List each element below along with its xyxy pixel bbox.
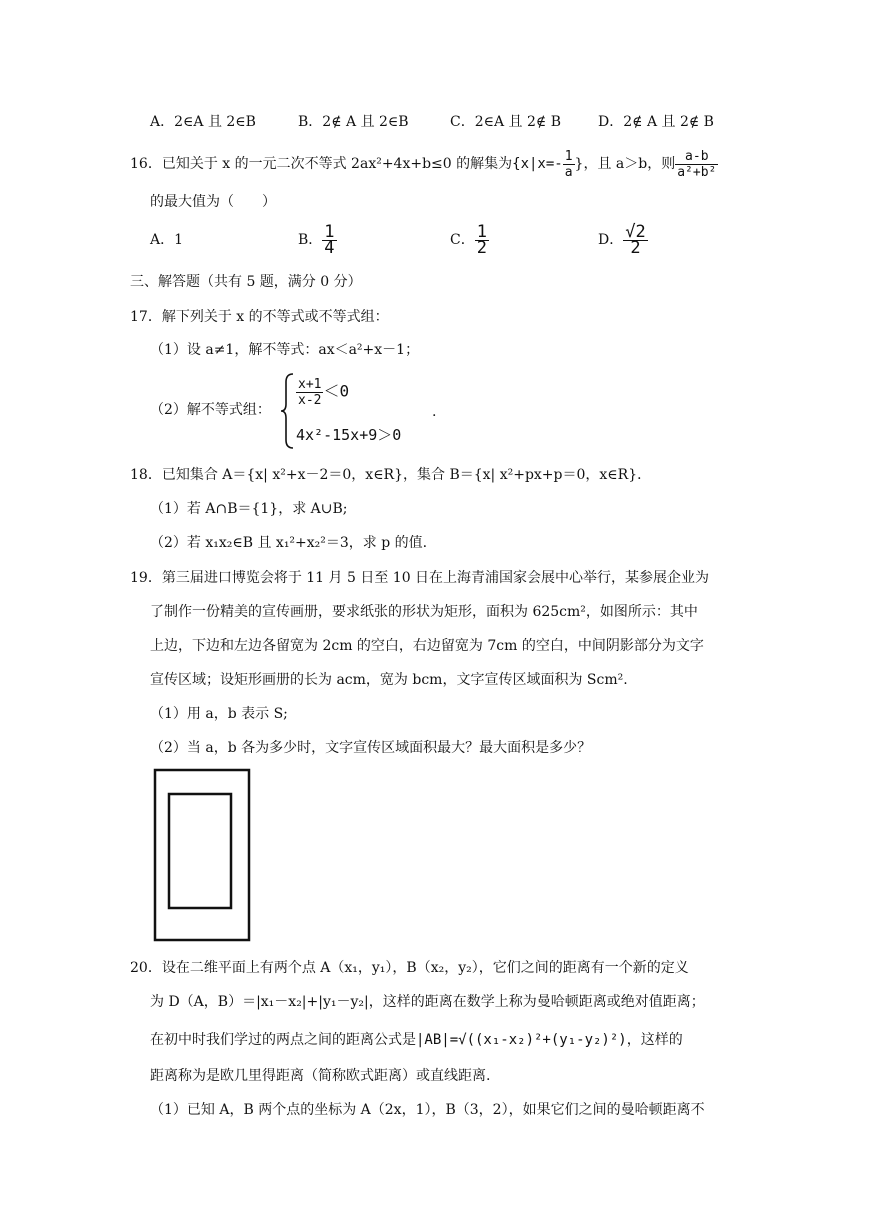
q19-line1: 19．第三届进口博览会将于 11 月 5 日至 10 日在上海青浦国家会展中心举行，某参展企业为 xyxy=(130,570,710,586)
q16-set-text: {x|x=- xyxy=(512,156,563,172)
q16-option-c xyxy=(450,222,489,258)
q17-sys1-num: x+1 xyxy=(298,377,322,392)
q16-option-b-den: 4 xyxy=(324,237,335,258)
q16-option-d-num: √2 xyxy=(625,221,646,242)
q20-line2: 为 D（A，B）＝|x₁－x₂|+|y₁－y₂|，这样的距离在数学上称为曼哈顿距离或绝对值距离； xyxy=(150,994,705,1010)
q17-system-end: . xyxy=(432,404,437,420)
q16-frac-den: a²+b² xyxy=(677,164,717,180)
q19-line2: 了制作一份精美的宣传画册，要求纸张的形状为矩形，面积为 625cm²，如图所示：其中 xyxy=(150,604,698,620)
q16-text-b: }，且 a＞b，则 xyxy=(574,156,676,172)
q16-line2: 的最大值为（ ） xyxy=(150,194,276,210)
q17-sys1-rel: ＜0 xyxy=(323,381,350,401)
q16-option-b-num: 1 xyxy=(324,221,335,242)
q19-brochure-diagram xyxy=(152,768,252,944)
q20-line4: 距离称为是欧几里得距离（简称欧式距离）或直线距离. xyxy=(150,1068,491,1084)
q16-option-c-den: 2 xyxy=(476,237,487,258)
q16-set-den: a xyxy=(564,164,573,180)
q15-option-d: D．2∉ A 且 2∉ B xyxy=(598,114,714,130)
q18-stem: 18．已知集合 A＝{x| x²+x－2＝0，x∈R}，集合 B＝{x| x²+px+p＝0，x∈R}． xyxy=(130,467,652,483)
q16-option-b-label: B． xyxy=(298,232,323,248)
q16-main-fraction xyxy=(675,149,718,180)
q16-option-d-fraction xyxy=(623,221,647,258)
q17-part2-label: （2）解不等式组： xyxy=(150,402,271,418)
q16-option-c-fraction xyxy=(475,221,489,258)
q16-option-d xyxy=(598,222,648,258)
q17-part1: （1）设 a≠1，解不等式：ax＜a²+x－1； xyxy=(150,342,420,358)
q15-option-c: C．2∈A 且 2∉ B xyxy=(450,114,562,130)
q19-line3: 上边，下边和左边各留宽为 2cm 的空白，右边留宽为 7cm 的空白，中间阴影部分为文字 xyxy=(150,638,704,654)
q20-line3-a: 在初中时我们学过的两点之间的距离公式是 xyxy=(150,1032,416,1048)
q20-distance-formula: |AB|=√((x₁-x₂)²+(y₁-y₂)²) xyxy=(416,1032,627,1048)
q20-line1: 20．设在二维平面上有两个点 A（x₁，y₁），B（x₂，y₂），它们之间的距离有一个新的定义 xyxy=(130,960,689,976)
q16-option-b xyxy=(298,222,337,258)
q19-line4: 宣传区域；设矩形画册的长为 acm，宽为 bcm，文字宣传区域面积为 Scm². xyxy=(150,672,628,688)
q20-line3-b: ，这样的 xyxy=(626,1032,683,1048)
q16-frac-num: a-b xyxy=(675,149,718,165)
q18-part1: （1）若 A∩B＝{1}，求 A∪B; xyxy=(150,501,348,517)
q17-system-row2: 4x²-15x+9＞0 xyxy=(296,426,402,444)
q20-part1: （1）已知 A，B 两个点的坐标为 A（2x，1），B（3，2），如果它们之间的曼哈顿距离不 xyxy=(150,1102,705,1118)
q15-option-b: B．2∉ A 且 2∈B xyxy=(298,114,409,130)
q17-stem: 17．解下列关于 x 的不等式或不等式组： xyxy=(130,309,389,325)
q19-part1: （1）用 a，b 表示 S; xyxy=(150,706,288,722)
q18-part2: （2）若 x₁x₂∈B 且 x₁²+x₂²＝3，求 p 的值. xyxy=(150,535,428,551)
q16-option-c-label: C． xyxy=(450,232,475,248)
q16-option-d-den: 2 xyxy=(630,237,641,258)
q16-text-a: 16．已知关于 x 的一元二次不等式 2ax²+4x+b≤0 的解集为 xyxy=(130,156,513,172)
q16-stem xyxy=(130,147,718,181)
section-3-heading: 三、解答题（共有 5 题，满分 0 分） xyxy=(130,274,362,290)
q15-option-a: A．2∈A 且 2∈B xyxy=(150,114,256,130)
q19-inner-rectangle xyxy=(169,794,231,908)
q17-sys1-fraction xyxy=(296,377,323,408)
q20-line3 xyxy=(150,1028,683,1052)
q17-sys1-den: x-2 xyxy=(298,393,322,408)
q16-option-a: A．1 xyxy=(150,232,184,248)
q19-part2: （2）当 a，b 各为多少时，文字宣传区域面积最大？最大面积是多少？ xyxy=(150,740,592,756)
q16-set-num: 1 xyxy=(564,148,573,164)
q16-set-fraction xyxy=(563,149,575,180)
q16-option-b-fraction xyxy=(322,221,336,258)
q16-option-d-label: D． xyxy=(598,232,624,248)
q16-option-c-num: 1 xyxy=(476,221,487,242)
q17-system-brace xyxy=(280,372,296,450)
q17-system-row1 xyxy=(296,377,349,408)
